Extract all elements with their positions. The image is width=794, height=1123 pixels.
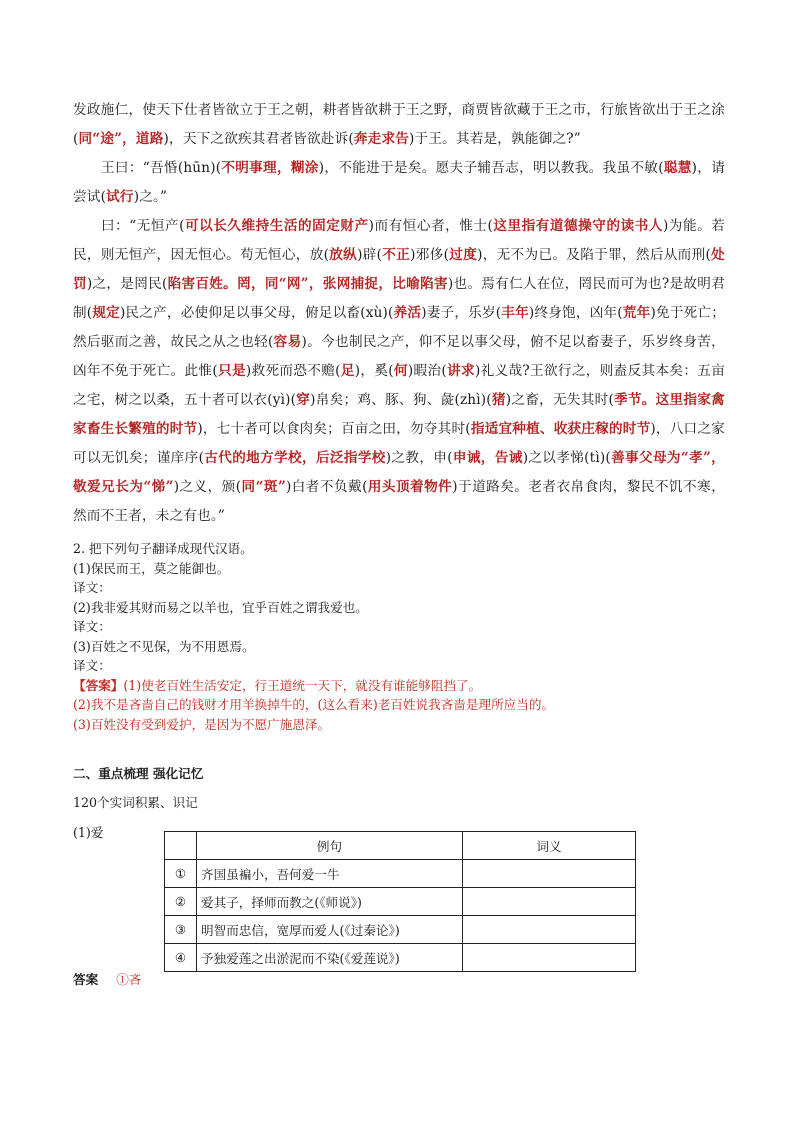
row-meaning[interactable] xyxy=(463,888,636,916)
table-row xyxy=(165,944,636,972)
text-run: )，无不为已。及陷于罪，然后从而刑( xyxy=(477,247,712,263)
passage-paragraph-3 xyxy=(73,212,725,531)
text-run: )邪侈( xyxy=(410,247,450,263)
table-row xyxy=(165,888,636,916)
answer-label-2: 译文： xyxy=(73,619,111,634)
row-example: 明智而忠信，宽厚而爱人(《过秦论》) xyxy=(197,916,463,944)
row-number: ② xyxy=(165,888,197,916)
text-run: )而有恒心者，惟士( xyxy=(368,218,494,234)
answer-text-1: (1)使老百姓生活安定，行王道统一天下，就没有谁能够阻挡了。 xyxy=(123,677,482,693)
annotation: 可以长久维持生活的固定财产 xyxy=(184,218,369,234)
row-example: 爱其子，择师而教之(《师说》) xyxy=(197,888,463,916)
section-subheading: 120个实词积累、识记 xyxy=(73,795,198,810)
exercise-title: 2. 把下列句子翻译成现代汉语。 xyxy=(73,541,253,556)
row-example: 予独爱莲之出淤泥而不染(《爱莲说》) xyxy=(197,944,463,972)
text-run: )为能。若民，则无恒产，因无恒心。苟无恒心，放( xyxy=(73,218,725,263)
vocab-table xyxy=(164,831,636,972)
annotation: 容易 xyxy=(273,334,302,350)
annotation: 古代的地方学校，后泛指学校 xyxy=(204,450,386,466)
text-run: )帛矣；鸡、豚、狗、彘(zhì)( xyxy=(310,392,492,408)
text-run: )之，是罔民( xyxy=(86,276,168,292)
text-run: )，奚( xyxy=(354,363,394,379)
annotation: 善事父母为“孝”，敬爱兄长为“悌” xyxy=(73,450,725,495)
annotation: 奔走求告 xyxy=(353,131,410,147)
page-content xyxy=(73,96,725,992)
row-number: ④ xyxy=(165,944,197,972)
text-run: )白者不负戴( xyxy=(285,479,368,495)
vocab-answer-label: 答案 xyxy=(73,972,99,987)
annotation: 养活 xyxy=(393,305,422,321)
annotation: 规定 xyxy=(92,305,120,321)
annotation: 不明事理，糊涂 xyxy=(221,160,319,176)
annotation: 用头顶着物件 xyxy=(367,479,453,495)
passage-paragraph-1 xyxy=(73,96,725,154)
table-row xyxy=(165,860,636,888)
answer-line-1 xyxy=(73,676,725,696)
table-header-row xyxy=(165,832,636,860)
section-2 xyxy=(73,764,725,812)
text-run: )。今也制民之产，仰不足以事父母，俯不足以畜妻子，乐岁终身苦，凶年不免于死亡。此惟( xyxy=(73,334,725,379)
annotation: 不正 xyxy=(382,247,411,263)
annotation: 过度 xyxy=(449,247,478,263)
text-run: )暇治( xyxy=(407,363,447,379)
row-example: 齐国虽褊小，吾何爱一牛 xyxy=(197,860,463,888)
text-run: )之教，申( xyxy=(385,450,453,466)
annotation: 只是 xyxy=(217,363,246,379)
row-meaning[interactable] xyxy=(463,860,636,888)
annotation: 足 xyxy=(340,363,355,379)
text-run: )于王。其若是，孰能御之?” xyxy=(409,131,581,147)
row-meaning[interactable] xyxy=(463,944,636,972)
text-run: )也。焉有仁人在位，罔民而可为也?是故明君制( xyxy=(73,276,725,321)
annotation: 处罚 xyxy=(73,247,725,292)
answer-label-3: 译文： xyxy=(73,658,111,673)
text-run: )之以孝悌(tì)( xyxy=(522,450,611,466)
vocab-answer-line xyxy=(73,969,141,988)
annotation: 何 xyxy=(393,363,408,379)
text-run: )于道路矣。老者衣帛食肉，黎民不饥不寒，然而不王者，未之有也。” xyxy=(73,479,725,524)
table-header-example: 例句 xyxy=(197,832,463,860)
text-run: )辟( xyxy=(357,247,383,263)
text-run: )之。” xyxy=(133,189,168,205)
vocab-item-label: (1)爱 xyxy=(73,825,104,840)
annotation: 试行 xyxy=(106,189,134,205)
table-header-meaning: 词义 xyxy=(463,832,636,860)
text-run: )之义，颁( xyxy=(173,479,242,495)
text-run: )民之产，必使仰足以事父母，俯足以畜(xù)( xyxy=(119,305,394,321)
answer-text-2: (2)我不是吝啬自己的钱财才用羊换掉牛的，(这么看来)老百姓说我吝啬是理所应当的。 xyxy=(73,697,555,712)
translation-exercise xyxy=(73,539,725,734)
text-run: 发政施仁，使天下仕者皆欲立于王之朝，耕者皆欲耕于王之野，商贾皆欲藏于王之市，行旅皆欲出于王之涂( xyxy=(73,102,725,147)
annotation: 聪慧 xyxy=(663,160,692,176)
annotation: 荒年 xyxy=(622,305,651,321)
vocab-answer-partial: ①吝 xyxy=(116,972,142,987)
question-2: (2)我非爱其财而易之以羊也，宜乎百姓之谓我爱也。 xyxy=(73,599,368,615)
text-run: )救死而恐不赡( xyxy=(245,363,341,379)
text-run: )，请尝试( xyxy=(73,160,725,205)
section-heading: 二、重点梳理 强化记忆 xyxy=(73,766,204,781)
annotation: 讲求 xyxy=(446,363,475,379)
text-run: 曰：“无恒产( xyxy=(101,218,185,234)
row-number: ③ xyxy=(165,916,197,944)
text-run: )终身饱，凶年( xyxy=(528,305,623,321)
text-run: )，天下之欲疾其君者皆欲赴诉( xyxy=(163,131,354,147)
row-meaning[interactable] xyxy=(463,916,636,944)
text-run: )，不能进于是矣。愿夫子辅吾志，明以教我。我虽不敏( xyxy=(318,160,664,176)
annotation: 这里指有道德操守的读书人 xyxy=(493,218,663,234)
text-run: )妻子，乐岁( xyxy=(421,305,502,321)
annotation: 指适宜种植、收获庄稼的时节 xyxy=(470,421,651,437)
answer-label-1: 译文： xyxy=(73,580,111,595)
text-run: )免于死亡；然后驱而之善，故民之从之也轻( xyxy=(73,305,725,350)
text-run: )礼义哉?王欲行之，则盍反其本矣：五亩之宅，树之以桑，五十者可以衣(yì)( xyxy=(73,363,725,408)
annotation: 猪 xyxy=(491,392,506,408)
annotation: 同“斑” xyxy=(241,479,286,495)
table-header-num xyxy=(165,832,197,860)
passage-paragraph-2 xyxy=(73,154,725,212)
answer-text-3: (3)百姓没有受到爱护，是因为不愿广施恩泽。 xyxy=(73,716,331,732)
text-run: )之畜，无失其时( xyxy=(505,392,614,408)
annotation: 陷害百姓。罔，同“网”，张网捕捉，比喻陷害 xyxy=(167,276,448,292)
annotation: 同“途”，道路 xyxy=(78,131,164,147)
text-run: )，七十者可以食肉矣；百亩之田，勿夺其时( xyxy=(197,421,471,437)
text-run: 王曰：“吾惛(hūn)( xyxy=(101,160,222,176)
annotation: 丰年 xyxy=(501,305,529,321)
answer-key-label: 【答案】 xyxy=(73,677,124,693)
text-run: )，八口之家可以无饥矣；谨庠序( xyxy=(73,421,725,466)
question-1: (1)保民而王，莫之能御也。 xyxy=(73,560,230,576)
row-number: ① xyxy=(165,860,197,888)
vocab-block xyxy=(73,822,725,992)
annotation: 穿 xyxy=(296,392,311,408)
annotation: 放纵 xyxy=(329,247,358,263)
annotation: 申诫，告诫 xyxy=(452,450,523,466)
question-3: (3)百姓之不见保，为不用恩焉。 xyxy=(73,638,255,654)
table-row xyxy=(165,916,636,944)
annotation: 季节。这里指家禽家畜生长繁殖的时节 xyxy=(73,392,725,437)
